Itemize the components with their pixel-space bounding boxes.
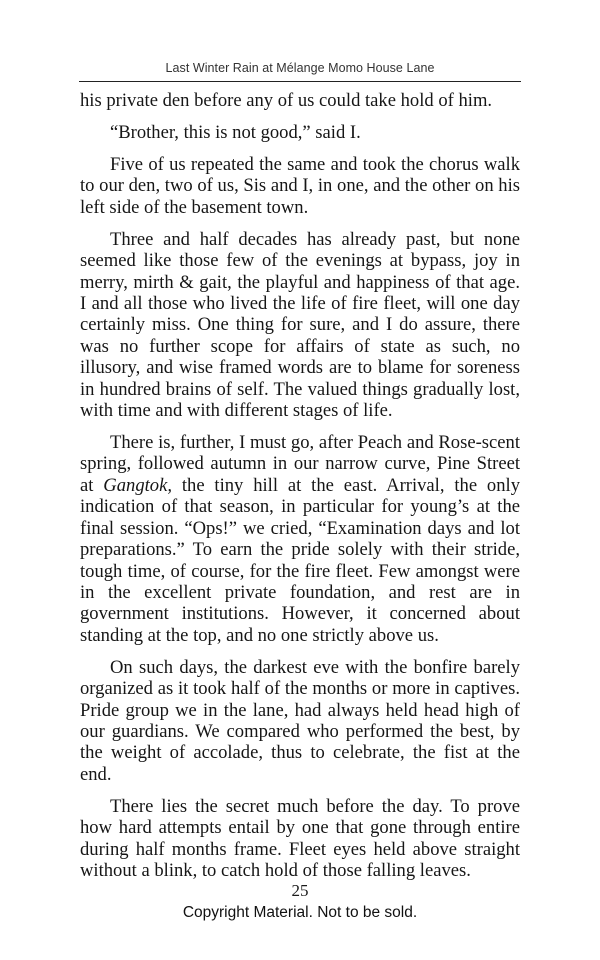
paragraph: There lies the secret much before the day. To prove how hard attempts entail by one that gone through entire during half months frame. Fleet eyes held above straight without a blink, to catch hold of those falling leaves. [80, 795, 520, 881]
paragraph-text: the tiny hill at the east. Arrival, the only indication of that season, in particular for young’s at the final session. “Ops!” we cried, “Examination days and lot preparations.” To earn the pride solely with their stride, tough time, of course, for the fire fleet. Few amongst were in the excellent private foundation, and rest are in government institutions. However, it concerned about standing at the top, and no one strictly above us. [80, 474, 520, 646]
paragraph: Five of us repeated the same and took the chorus walk to our den, two of us, Sis and I, in one, and the other on his left side of the basement town. [80, 154, 520, 218]
paragraph [80, 432, 520, 646]
paragraph-dialogue: “Brother, this is not good,” said I. [110, 122, 361, 143]
paragraph-continuation: his private den before any of us could take hold of him. [80, 90, 493, 111]
running-head-title: Last Winter Rain at Mélange Momo House Lane [165, 61, 435, 75]
header-rule-divider [79, 81, 521, 82]
paragraph-text: There is, further, I must go, after Peach and Rose-scent spring, followed autumn in our narrow curve, Pine Street at [80, 432, 520, 496]
italic-place-name: Gangtok, [103, 474, 172, 496]
paragraph: On such days, the darkest eve with the bonfire barely organized as it took half of the months or more in captives. Pride group we in the lane, had always held head high of our guardians. We compared who performed the best, by the weight of accolade, thus to celebrate, the fist at the end. [80, 656, 520, 785]
page-number: 25 [291, 881, 309, 900]
paragraph: Three and half decades has already past, but none seemed like those few of the evenings at bypass, joy in merry, mirth & gait, the playful and happiness of that age. I and all those who lived the life of fire fleet, will one day certainly miss. One thing for sure, and I do assure, there was no further scope for affairs of state as such, no illusory, and wise framed words are to blame for soreness in hundred brains of self. The valued things gradually lost, with time and with different stages of life. [80, 228, 520, 422]
body-text [80, 90, 520, 892]
copyright-notice: Copyright Material. Not to be sold. [182, 904, 418, 921]
